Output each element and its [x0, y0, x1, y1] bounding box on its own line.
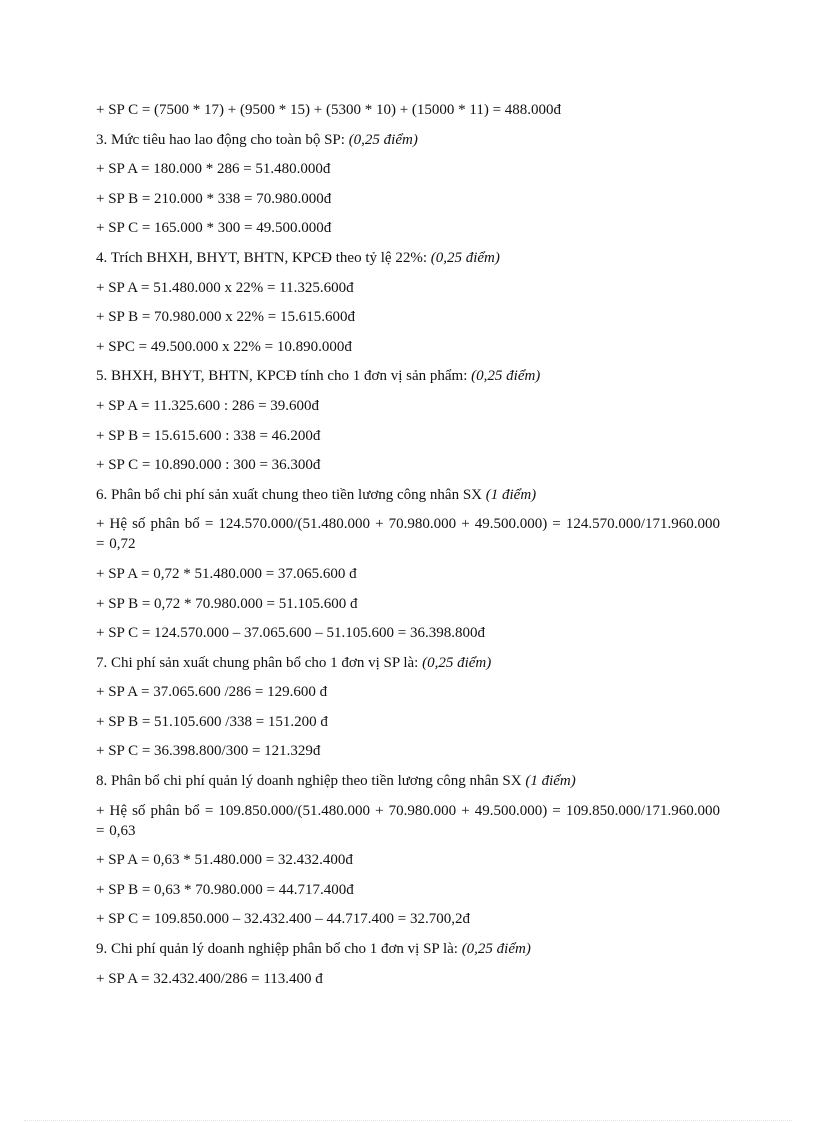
text-line [96, 712, 720, 732]
text-line [96, 455, 720, 475]
line-text: + Hệ số phân bổ = 109.850.000/(51.480.000 + 70.980.000 + 49.500.000) = 109.850.000/171.960.000 = 0,63 [96, 802, 720, 839]
line-text: + SPC = 49.500.000 x 22% = 10.890.000đ [96, 338, 352, 355]
text-line [96, 880, 720, 900]
line-text: 9. Chi phí quản lý doanh nghiệp phân bổ cho 1 đơn vị SP là: [96, 941, 462, 958]
page-bottom-rule [24, 1120, 792, 1121]
line-text: + SP C = (7500 * 17) + (9500 * 15) + (5300 * 10) + (15000 * 11) = 488.000đ [96, 102, 562, 118]
text-line [96, 366, 720, 386]
text-line [96, 623, 720, 643]
line-text: 7. Chi phí sản xuất chung phân bổ cho 1 đơn vị SP là: [96, 654, 423, 671]
text-line [96, 485, 720, 505]
text-line [96, 307, 720, 327]
text-line [96, 248, 720, 268]
line-text: + SP B = 51.105.600 /338 = 151.200 đ [96, 713, 328, 730]
text-line [96, 969, 720, 989]
line-text: + SP B = 0,63 * 70.980.000 = 44.717.400đ [96, 881, 354, 898]
score-note: (0,25 điểm) [422, 654, 492, 671]
line-text: + SP A = 0,72 * 51.480.000 = 37.065.600 đ [96, 565, 357, 582]
text-line [96, 426, 720, 446]
text-line [96, 653, 720, 673]
text-line [96, 594, 720, 614]
line-text: + SP A = 11.325.600 : 286 = 39.600đ [96, 397, 320, 414]
score-note: (0,25 điểm) [471, 368, 541, 385]
line-text: + Hệ số phân bổ = 124.570.000/(51.480.000 + 70.980.000 + 49.500.000) = 124.570.000/171.960.000 = 0,72 [96, 516, 720, 553]
line-text: + SP A = 0,63 * 51.480.000 = 32.432.400đ [96, 852, 353, 869]
score-note: (1 điểm) [525, 773, 576, 790]
document-body [96, 100, 720, 998]
line-text: 3. Mức tiêu hao lao động cho toàn bộ SP: [96, 131, 349, 148]
line-text: + SP B = 0,72 * 70.980.000 = 51.105.600 đ [96, 595, 358, 612]
line-text: 8. Phân bổ chi phí quản lý doanh nghiệp theo tiền lương công nhân SX [96, 773, 526, 790]
score-note: (1 điểm) [485, 486, 537, 503]
text-line [96, 771, 720, 791]
line-text: + SP A = 32.432.400/286 = 113.400 đ [96, 970, 323, 987]
line-text: 4. Trích BHXH, BHYT, BHTN, KPCĐ theo tỷ lệ 22%: [96, 249, 431, 266]
text-line [96, 801, 720, 841]
text-line [96, 909, 720, 929]
line-text: + SP C = 165.000 * 300 = 49.500.000đ [96, 220, 332, 237]
score-note: (0,25 điểm) [461, 941, 531, 958]
text-line [96, 189, 720, 209]
text-line [96, 130, 720, 150]
text-line [96, 564, 720, 584]
text-line [96, 337, 720, 357]
text-line [96, 850, 720, 870]
line-text: + SP A = 51.480.000 x 22% = 11.325.600đ [96, 279, 354, 296]
text-line [96, 278, 720, 298]
text-line [96, 939, 720, 959]
line-text: 6. Phân bổ chi phí sản xuất chung theo tiền lương công nhân SX [96, 486, 486, 503]
line-text: + SP C = 36.398.800/300 = 121.329đ [96, 743, 321, 760]
line-text: + SP B = 70.980.000 x 22% = 15.615.600đ [96, 309, 356, 326]
text-line [96, 159, 720, 179]
line-text: + SP B = 210.000 * 338 = 70.980.000đ [96, 190, 332, 207]
line-text: + SP C = 109.850.000 – 32.432.400 – 44.717.400 = 32.700,2đ [96, 911, 471, 928]
line-text: + SP A = 180.000 * 286 = 51.480.000đ [96, 161, 331, 178]
text-line [96, 218, 720, 238]
line-text: + SP A = 37.065.600 /286 = 129.600 đ [96, 684, 328, 701]
text-line [96, 514, 720, 554]
line-text: + SP C = 124.570.000 – 37.065.600 – 51.105.600 = 36.398.800đ [96, 625, 486, 642]
line-text: + SP C = 10.890.000 : 300 = 36.300đ [96, 457, 321, 474]
text-line [96, 396, 720, 416]
line-text: 5. BHXH, BHYT, BHTN, KPCĐ tính cho 1 đơn vị sản phẩm: [96, 368, 472, 385]
text-line [96, 741, 720, 761]
score-note: (0,25 điểm) [348, 131, 418, 148]
line-text: + SP B = 15.615.600 : 338 = 46.200đ [96, 427, 321, 444]
text-line [96, 682, 720, 702]
score-note: (0,25 điểm) [430, 249, 500, 266]
text-line [96, 100, 720, 120]
